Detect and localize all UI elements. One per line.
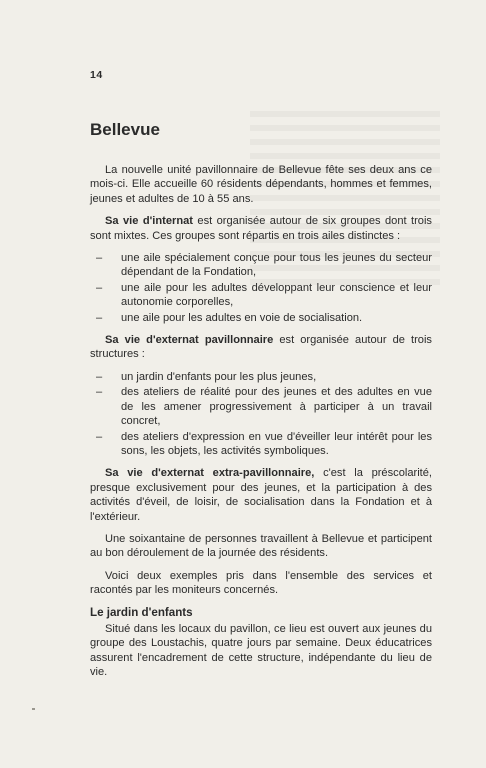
margin-mark: [32, 708, 35, 710]
page-number: 14: [90, 69, 103, 81]
list-item-text: un jardin d'enfants pour les plus jeunes,: [121, 370, 317, 383]
dash-marker: –: [96, 430, 103, 443]
extra-lead: Sa vie d'externat extra-pavillonnaire,: [105, 467, 315, 480]
list-item: [90, 430, 432, 459]
list-item: [90, 370, 432, 384]
jardin-heading: Le jardin d'enfants: [90, 605, 193, 619]
page-title: Bellevue: [90, 120, 160, 139]
list-item-text: une aile pour les adultes en voie de socialisation.: [121, 311, 363, 324]
dash-marker: –: [96, 311, 103, 324]
extra-paragraph: [90, 466, 432, 524]
dash-marker: –: [96, 386, 103, 399]
list-item: [90, 251, 432, 280]
internat-paragraph: [90, 214, 432, 243]
list-item-text: des ateliers d'expression en vue d'éveiller leur intérêt pour les sons, les objets, les activités symboliques.: [121, 430, 432, 457]
list-item-text: une aile spécialement conçue pour tous les jeunes du secteur dépendant de la Fondation,: [121, 252, 432, 279]
staff-paragraph: Une soixantaine de personnes travaillent à Bellevue et participent au bon déroulement de la journée des résidents.: [90, 532, 432, 560]
externat-lead: Sa vie d'externat pavillonnaire: [105, 334, 274, 347]
list-item: [90, 385, 432, 428]
internat-list: [90, 251, 432, 325]
jardin-paragraph: Situé dans les locaux du pavillon, ce lieu est ouvert aux jeunes du groupe des Loustachis, quatre jours par semaine. Deux éducatrices assurent l'encadrement de cette structure, indépendante du lieu de vie.: [90, 622, 432, 679]
dash-marker: –: [96, 252, 103, 265]
list-item: [90, 281, 432, 310]
dash-marker: –: [96, 281, 103, 294]
list-item: [90, 311, 432, 325]
externat-paragraph: [90, 333, 432, 362]
intro-paragraph: La nouvelle unité pavillonnaire de Bellevue fête ses deux ans ce mois-ci. Elle accueille 60 résidents dépendants, hommes et femmes, jeunes et adultes de 10 à 55 ans.: [90, 164, 432, 205]
extra-text: c'est la préscolarité, presque exclusivement pour des jeunes, et la participation à des activités d'éveil, de loisir, de socialisation dans la Fondation et à l'extérieur.: [90, 467, 432, 523]
list-item-text: des ateliers de réalité pour des jeunes et des adultes en vue de les amener progressivement à participer à un travail concret,: [121, 386, 432, 428]
internat-lead: Sa vie d'internat: [105, 215, 193, 228]
internat-text: est organisée autour de six groupes dont trois sont mixtes. Ces groupes sont répartis en trois ailes distinctes :: [90, 215, 432, 242]
dash-marker: –: [96, 370, 103, 383]
list-item-text: une aile pour les adultes développant leur conscience et leur autonomie corporelles,: [121, 281, 432, 309]
examples-paragraph: Voici deux exemples pris dans l'ensemble des services et racontés par les moniteurs concernés.: [90, 569, 432, 597]
article-body: [90, 163, 432, 688]
externat-text: est organisée autour de trois structures :: [90, 334, 432, 361]
externat-list: [90, 370, 432, 458]
